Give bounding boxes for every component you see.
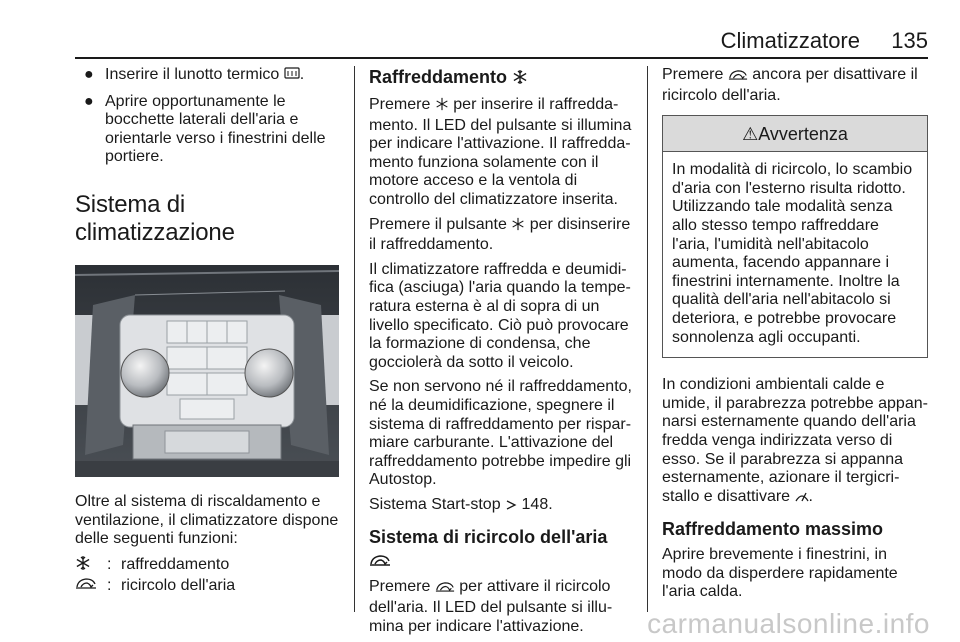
warning-icon: ⚠ (742, 124, 759, 145)
snowflake-icon (511, 217, 525, 237)
bullet-text: Inserire il lunotto termico (105, 66, 280, 83)
text: per attivare il ricircolo dell'aria. Il LED del pulsante si illumina per indicare l'attivazione. (369, 578, 613, 635)
warning-box (662, 115, 928, 358)
subsection-title-text: Sistema di ricircolo dell'aria (369, 527, 608, 548)
column-divider (354, 66, 355, 612)
cross-reference (369, 496, 633, 517)
snowflake-icon (435, 97, 449, 117)
paragraph (662, 376, 930, 508)
bullet-dot: ● (84, 66, 94, 83)
windshield-wiper-icon (795, 489, 809, 509)
function-label: raffreddamento (121, 555, 230, 573)
bullet-item (75, 66, 345, 87)
header-title: Climatizzatore (720, 28, 860, 53)
page-header (75, 28, 928, 54)
recirculation-icon (369, 550, 391, 572)
snowflake-icon (512, 68, 528, 90)
bullet-dot: ● (84, 92, 94, 110)
recirculation-icon (435, 580, 455, 599)
subsection-title (369, 66, 633, 90)
page-number: 135 (891, 28, 928, 53)
paragraph (369, 96, 633, 210)
function-item (75, 555, 345, 576)
bullet-suffix: . (299, 66, 305, 83)
text: Premere (369, 96, 431, 113)
snowflake-icon (75, 555, 107, 576)
watermark: carmanualsonline.info (647, 608, 930, 639)
header-rule (75, 57, 928, 59)
recirculation-icon (75, 576, 107, 595)
column-left (75, 66, 345, 595)
paragraph (662, 66, 930, 105)
text: Premere il pulsante (369, 215, 507, 233)
bullet-text: Aprire opportunamente le bocchette laterali dell'aria e orientarle verso i finestrini delle portiere. (105, 92, 326, 166)
column-right (662, 66, 930, 608)
colon: : (107, 555, 112, 573)
page-reference-icon (505, 498, 517, 517)
function-label: ricircolo dell'aria (121, 576, 236, 594)
paragraph: Aprire brevemente i finestrini, in modo da disperdere rapidamente l'aria calda. (662, 546, 898, 601)
text: . (548, 495, 553, 513)
paragraph (369, 216, 633, 255)
paragraph: Se non servono né il raffreddamento, né la deumidificazione, spegnere il sistema di raffreddamento per risparmiare carburante. L'attivazione del raffreddamento potrebbe impedire gli Autostop. (369, 378, 632, 489)
function-item (75, 576, 345, 595)
rear-window-heater-icon (284, 67, 300, 87)
warning-title: Avvertenza (758, 124, 848, 145)
column-divider (647, 66, 648, 612)
climate-control-panel-image (75, 265, 339, 477)
colon: : (107, 576, 112, 594)
text: ancora per disattivare il ricircolo dell'aria. (662, 66, 918, 104)
function-list (75, 555, 345, 595)
warning-text: In modalità di ricircolo, lo scambio d'aria con l'esterno risulta ridotto. Utilizzando tale modalità senza allo stesso tempo raffreddare l'aria, l'umidità nell'abitacolo aumenta, facendo appannare i finestrini internamente. Inoltre la qualità dell'aria nell'abitacolo si deteriora, e potrebbe provocare sonnolenza agli occupanti. (672, 161, 913, 346)
warning-header (663, 116, 927, 152)
column-middle (369, 66, 633, 642)
text: per inserire il raffreddamento. Il LED del pulsante si illumina per indicare l'attivazione. Il raffreddamento funziona solamente con il motore acceso e la ventola di controllo del climatizzatore inserita. (369, 96, 632, 208)
page-ref-number[interactable]: 148 (521, 495, 549, 513)
bullet-item (75, 93, 345, 167)
text: . (808, 487, 813, 505)
text: Premere (369, 578, 431, 596)
text: Sistema Start-stop (369, 495, 501, 513)
intro-paragraph: Oltre al sistema di riscaldamento e ventilazione, il climatizzatore dispone delle seguenti funzioni: (75, 492, 339, 548)
recirculation-icon (728, 68, 748, 87)
subsection-title (369, 526, 633, 572)
text: In condizioni ambientali calde e umide, il parabrezza potrebbe appannarsi esternamente quando dell'aria fredda venga indirizzata verso di esso. Se il parabrezza si appanna esternamente, azionare il tergicristallo e disattivare (662, 376, 928, 505)
text: per disinserire il raffreddamento. (369, 215, 631, 254)
text: Premere (662, 66, 724, 83)
subsection-title-text: Raffreddamento (369, 67, 508, 87)
paragraph: Il climatizzatore raffredda e deumidifica (asciuga) l'aria quando la temperatura esterna è al di sopra di un livello specificato. Ciò può provocare la formazione di condensa, che gocciolerà da sotto il veicolo. (369, 260, 631, 371)
subsection-title: Raffreddamento massimo (662, 519, 884, 540)
section-title: Sistema di climatizzazione (75, 190, 235, 246)
